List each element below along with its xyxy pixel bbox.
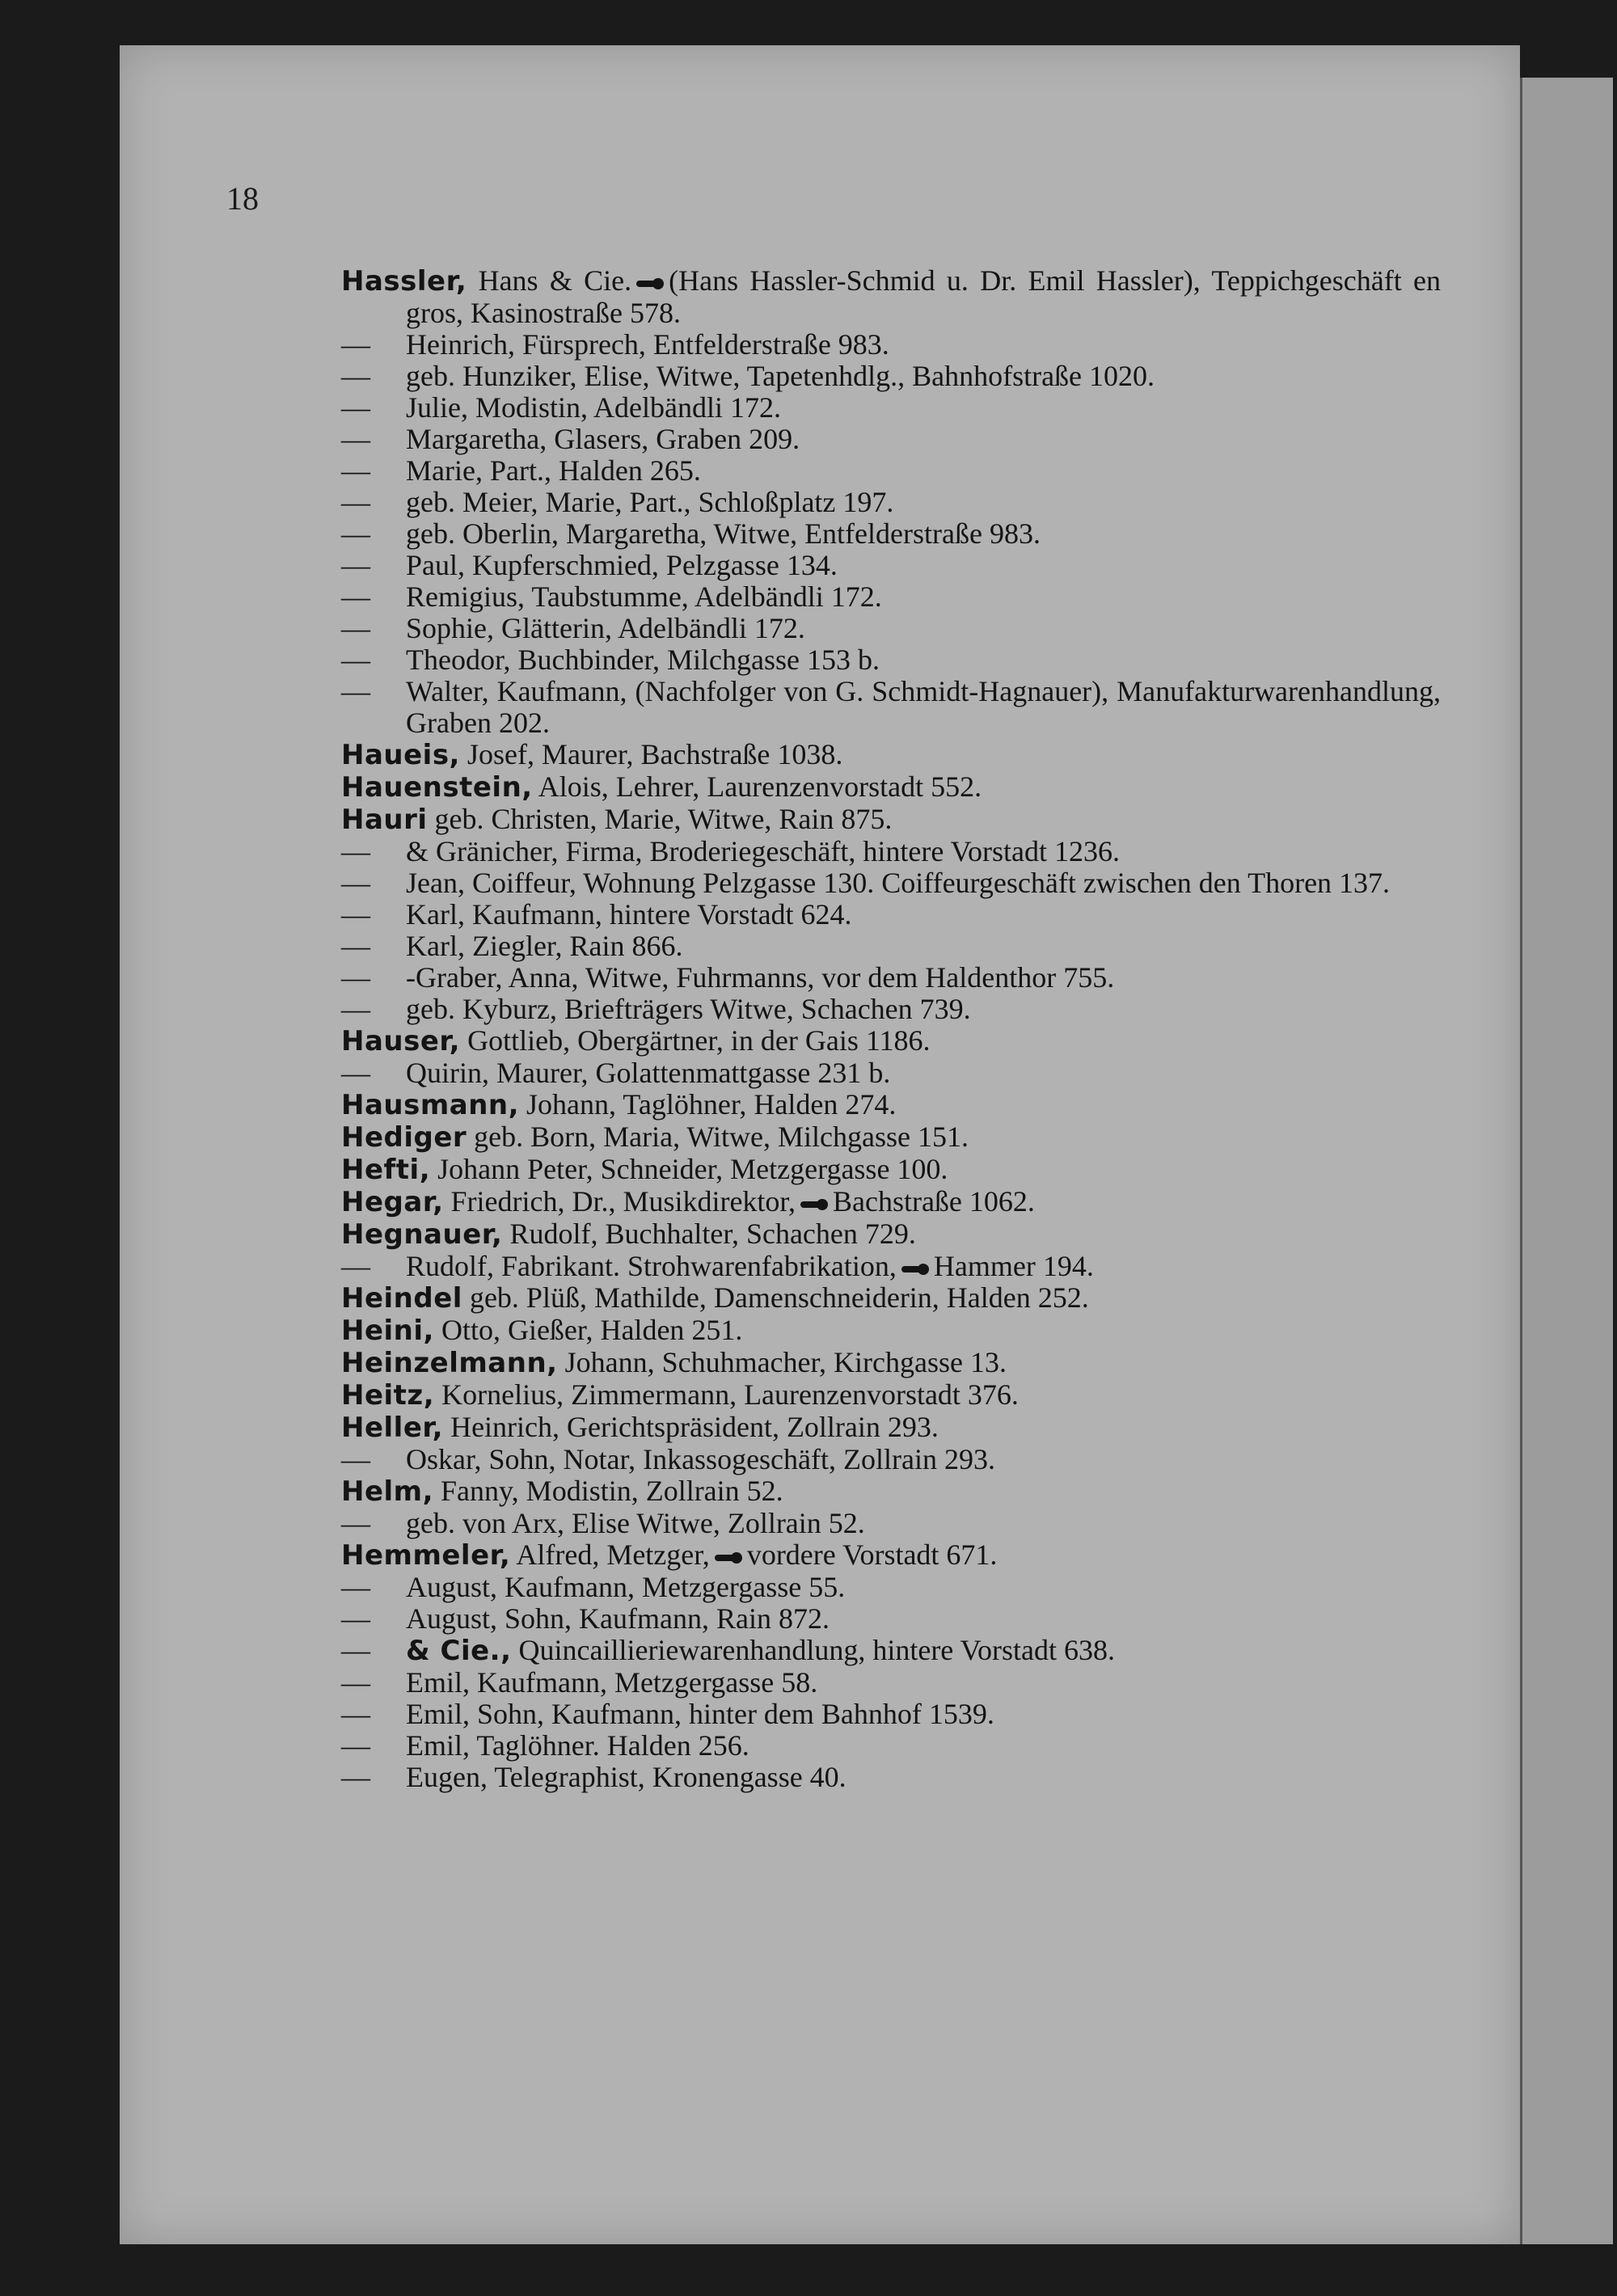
entry-text: & Gränicher, Firma, Broderiegeschäft, hintere Vorstadt 1236. bbox=[406, 835, 1120, 867]
directory-entry bbox=[341, 867, 1441, 899]
entry-surname: Heller, bbox=[341, 1412, 444, 1444]
directory-entry bbox=[341, 1699, 1441, 1730]
entry-text: geb. Born, Maria, Witwe, Milchgasse 151. bbox=[474, 1121, 969, 1153]
directory-entry bbox=[341, 994, 1441, 1025]
ditto-dash: — bbox=[341, 961, 370, 994]
entry-text-after: Hammer 194. bbox=[933, 1250, 1094, 1282]
directory-entry bbox=[341, 1251, 1441, 1282]
entry-surname: Hassler, bbox=[341, 265, 467, 298]
directory-entry bbox=[341, 581, 1441, 613]
ditto-dash: — bbox=[341, 867, 370, 899]
ditto-dash: — bbox=[341, 1057, 370, 1089]
directory-entry bbox=[341, 550, 1441, 581]
entry-text: geb. Oberlin, Margaretha, Witwe, Entfelderstraße 983. bbox=[406, 517, 1041, 550]
directory-entry bbox=[341, 1762, 1441, 1793]
directory-entry bbox=[341, 265, 1441, 329]
directory-entry bbox=[341, 1186, 1441, 1218]
ditto-dash: — bbox=[341, 612, 370, 644]
directory-entry bbox=[341, 1347, 1441, 1379]
directory-entry bbox=[341, 1412, 1441, 1444]
entry-surname: Hausmann, bbox=[341, 1089, 520, 1121]
directory-entry bbox=[341, 1667, 1441, 1699]
entry-text: Heinrich, Fürsprech, Entfelderstraße 983. bbox=[406, 328, 889, 361]
directory-entry bbox=[341, 1282, 1441, 1315]
directory-entry bbox=[341, 1057, 1441, 1089]
directory-entry bbox=[341, 1475, 1441, 1508]
entry-surname: Helm, bbox=[341, 1475, 434, 1508]
ditto-dash: — bbox=[341, 1698, 370, 1730]
directory-entry bbox=[341, 739, 1441, 771]
ditto-dash: — bbox=[341, 360, 370, 392]
entry-text: Kornelius, Zimmermann, Laurenzenvorstadt 376. bbox=[441, 1378, 1019, 1411]
ditto-dash: — bbox=[341, 835, 370, 867]
entry-text: Marie, Part., Halden 265. bbox=[406, 454, 701, 487]
entry-surname: Hefti, bbox=[341, 1154, 431, 1186]
entry-text-after: vordere Vorstadt 671. bbox=[746, 1538, 998, 1571]
entry-text: Quirin, Maurer, Golattenmattgasse 231 b. bbox=[406, 1057, 891, 1089]
directory-entry bbox=[341, 644, 1441, 676]
directory-entry bbox=[341, 771, 1441, 804]
entry-text: Theodor, Buchbinder, Milchgasse 153 b. bbox=[406, 644, 880, 676]
telephone-hand-icon bbox=[800, 1199, 828, 1210]
directory-entry bbox=[341, 1730, 1441, 1762]
entry-text: August, Sohn, Kaufmann, Rain 872. bbox=[406, 1602, 830, 1635]
ditto-dash: — bbox=[341, 517, 370, 550]
entry-text: geb. Hunziker, Elise, Witwe, Tapetenhdlg., Bahnhofstraße 1020. bbox=[406, 360, 1155, 392]
ditto-dash: — bbox=[341, 1729, 370, 1762]
entry-text: Remigius, Taubstumme, Adelbändli 172. bbox=[406, 580, 882, 613]
directory-entry bbox=[341, 676, 1441, 739]
ditto-dash: — bbox=[341, 1602, 370, 1635]
directory-entry bbox=[341, 1025, 1441, 1057]
directory-entry bbox=[341, 1539, 1441, 1572]
entry-surname: Hauenstein, bbox=[341, 771, 533, 804]
telephone-hand-icon bbox=[715, 1552, 742, 1564]
entry-surname: Hediger bbox=[341, 1121, 467, 1154]
entry-surname: Hauser, bbox=[341, 1025, 461, 1057]
ditto-dash: — bbox=[341, 580, 370, 613]
entry-text: Emil, Sohn, Kaufmann, hinter dem Bahnhof 1539. bbox=[406, 1698, 994, 1730]
page-number: 18 bbox=[226, 180, 259, 217]
ditto-dash: — bbox=[341, 1443, 370, 1475]
directory-entry bbox=[341, 1154, 1441, 1186]
directory-entry bbox=[341, 1635, 1441, 1667]
ditto-dash: — bbox=[341, 1634, 370, 1666]
directory-entry bbox=[341, 962, 1441, 994]
ditto-dash: — bbox=[341, 1250, 370, 1282]
directory-entry bbox=[341, 455, 1441, 487]
directory-entry bbox=[341, 361, 1441, 392]
entry-text: Quincaillieriewarenhandlung, hintere Vorstadt 638. bbox=[518, 1634, 1115, 1666]
entry-text: geb. von Arx, Elise Witwe, Zollrain 52. bbox=[406, 1507, 865, 1539]
entry-text: Emil, Taglöhner. Halden 256. bbox=[406, 1729, 749, 1762]
entry-text: Fanny, Modistin, Zollrain 52. bbox=[441, 1475, 783, 1507]
entry-surname: Hegar, bbox=[341, 1186, 444, 1218]
entry-text: Otto, Gießer, Halden 251. bbox=[441, 1314, 743, 1346]
entry-text: Johann, Schuhmacher, Kirchgasse 13. bbox=[564, 1346, 1007, 1378]
entry-text: Margaretha, Glasers, Graben 209. bbox=[406, 423, 800, 455]
entry-text: geb. Kyburz, Briefträgers Witwe, Schachen 739. bbox=[406, 993, 971, 1025]
entry-text: Hans & Cie. bbox=[478, 264, 632, 297]
telephone-hand-icon bbox=[901, 1264, 929, 1275]
entry-surname: Hauri bbox=[341, 804, 428, 836]
entry-text: Karl, Ziegler, Rain 866. bbox=[406, 930, 683, 962]
entry-surname: Heindel bbox=[341, 1282, 462, 1315]
entry-text-after: (Hans Hassler-Schmid u. Dr. Emil Hassler), Teppichgeschäft en gros, Kasinostraße 578. bbox=[406, 264, 1442, 329]
entry-text: Paul, Kupferschmied, Pelzgasse 134. bbox=[406, 549, 838, 581]
directory-entry bbox=[341, 392, 1441, 424]
ditto-dash: — bbox=[341, 454, 370, 487]
entry-text: Johann, Taglöhner, Halden 274. bbox=[526, 1088, 897, 1121]
entry-surname: Haueis, bbox=[341, 739, 460, 771]
ditto-dash: — bbox=[341, 644, 370, 676]
entry-text: Rudolf, Buchhalter, Schachen 729. bbox=[509, 1218, 916, 1250]
entry-surname: Heinzelmann, bbox=[341, 1347, 558, 1379]
entry-text: Jean, Coiffeur, Wohnung Pelzgasse 130. Coiffeurgeschäft zwischen den Thoren 137. bbox=[406, 867, 1391, 899]
entry-text-after: Bachstraße 1062. bbox=[832, 1185, 1035, 1218]
directory-entry bbox=[341, 836, 1441, 867]
ditto-dash: — bbox=[341, 1507, 370, 1539]
directory-entry bbox=[341, 1379, 1441, 1412]
directory-entry bbox=[341, 1444, 1441, 1475]
entry-text: Rudolf, Fabrikant. Strohwarenfabrikation, bbox=[406, 1250, 897, 1282]
directory-entry bbox=[341, 1603, 1441, 1635]
entry-text: Emil, Kaufmann, Metzgergasse 58. bbox=[406, 1666, 818, 1699]
directory-entry bbox=[341, 1572, 1441, 1603]
ditto-dash: — bbox=[341, 1761, 370, 1793]
ditto-dash: — bbox=[341, 391, 370, 424]
entry-text: Alfred, Metzger, bbox=[516, 1538, 710, 1571]
directory-entry bbox=[341, 899, 1441, 931]
directory-entry bbox=[341, 518, 1441, 550]
entry-surname: Heitz, bbox=[341, 1379, 435, 1412]
entry-text: Walter, Kaufmann, (Nachfolger von G. Schmidt-Hagnauer), Manufakturwarenhandlung, Graben 202. bbox=[406, 675, 1441, 739]
entry-text: geb. Plüß, Mathilde, Damenschneiderin, Halden 252. bbox=[469, 1281, 1089, 1314]
entry-text: geb. Christen, Marie, Witwe, Rain 875. bbox=[434, 803, 893, 835]
directory-entry bbox=[341, 1508, 1441, 1539]
next-page-edge bbox=[1520, 78, 1613, 2244]
entry-text: Julie, Modistin, Adelbändli 172. bbox=[406, 391, 781, 424]
ditto-dash: — bbox=[341, 675, 370, 707]
ditto-dash: — bbox=[341, 423, 370, 455]
directory-entry bbox=[341, 613, 1441, 644]
ditto-dash: — bbox=[341, 549, 370, 581]
entry-text: Oskar, Sohn, Notar, Inkassogeschäft, Zollrain 293. bbox=[406, 1443, 995, 1475]
ditto-dash: — bbox=[341, 1666, 370, 1699]
entry-firm: & Cie., bbox=[406, 1635, 512, 1667]
entry-text: Heinrich, Gerichtspräsident, Zollrain 293. bbox=[450, 1411, 939, 1443]
entry-text: Friedrich, Dr., Musikdirektor, bbox=[450, 1185, 796, 1218]
entry-text: Josef, Maurer, Bachstraße 1038. bbox=[467, 738, 843, 770]
ditto-dash: — bbox=[341, 328, 370, 361]
entry-text: August, Kaufmann, Metzgergasse 55. bbox=[406, 1571, 846, 1603]
ditto-dash: — bbox=[341, 898, 370, 931]
directory-entry bbox=[341, 1089, 1441, 1121]
entry-text: Gottlieb, Obergärtner, in der Gais 1186. bbox=[467, 1024, 931, 1057]
entry-text: Alois, Lehrer, Laurenzenvorstadt 552. bbox=[538, 770, 982, 803]
directory-entry bbox=[341, 424, 1441, 455]
entry-text: Karl, Kaufmann, hintere Vorstadt 624. bbox=[406, 898, 852, 931]
entry-surname: Hegnauer, bbox=[341, 1218, 503, 1251]
directory-entry bbox=[341, 329, 1441, 361]
entry-text: -Graber, Anna, Witwe, Fuhrmanns, vor dem Haldenthor 755. bbox=[406, 961, 1115, 994]
entry-text: geb. Meier, Marie, Part., Schloßplatz 197. bbox=[406, 486, 894, 518]
directory-entry bbox=[341, 1218, 1441, 1251]
ditto-dash: — bbox=[341, 1571, 370, 1603]
ditto-dash: — bbox=[341, 993, 370, 1025]
ditto-dash: — bbox=[341, 930, 370, 962]
ditto-dash: — bbox=[341, 486, 370, 518]
entry-surname: Heini, bbox=[341, 1315, 434, 1347]
telephone-hand-icon bbox=[636, 278, 664, 289]
directory-entry bbox=[341, 487, 1441, 518]
directory-entry bbox=[341, 931, 1441, 962]
directory-list bbox=[341, 265, 1441, 1793]
entry-text: Eugen, Telegraphist, Kronengasse 40. bbox=[406, 1761, 846, 1793]
entry-text: Sophie, Glätterin, Adelbändli 172. bbox=[406, 612, 805, 644]
directory-entry bbox=[341, 1315, 1441, 1347]
entry-text: Johann Peter, Schneider, Metzgergasse 100. bbox=[437, 1153, 948, 1185]
entry-surname: Hemmeler, bbox=[341, 1539, 511, 1572]
directory-entry bbox=[341, 804, 1441, 836]
directory-entry bbox=[341, 1121, 1441, 1154]
